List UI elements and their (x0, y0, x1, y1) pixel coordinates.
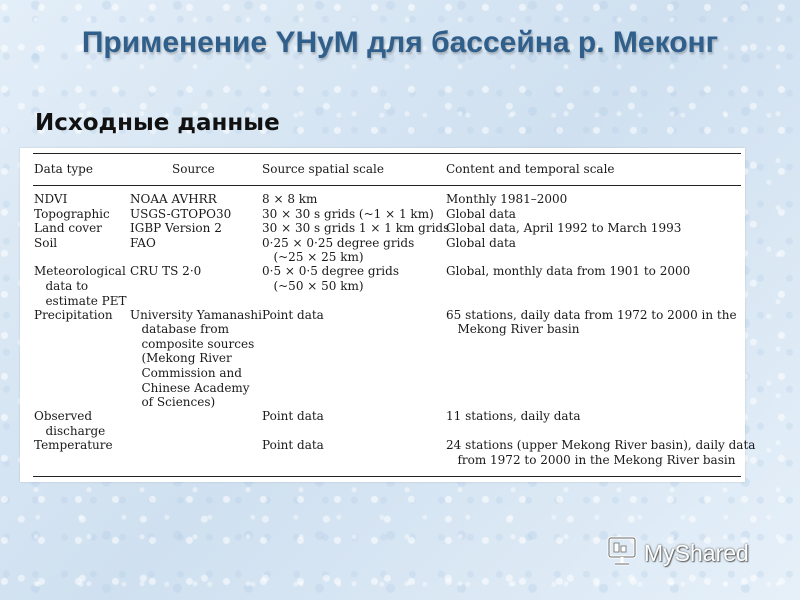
slide-title: Применение YHyM для бассейна р. Меконг (81, 26, 719, 59)
cell-data-type: Temperature (34, 438, 113, 453)
cell-data-type: Precipitation (34, 307, 113, 322)
header-data-type: Data type (34, 162, 93, 176)
cell-data-type: Soil (34, 235, 58, 250)
cell-source: IGBP Version 2 (130, 221, 222, 236)
cell-spatial-scale: Point data (262, 409, 324, 424)
cell-source: USGS-GTOPO30 (130, 206, 232, 221)
cell-source: University Yamanashi database from composite sources (Mekong River Commission and Chinese Academy of Sciences) (130, 307, 262, 410)
cell-spatial-scale: 30 × 30 s grids 1 × 1 km grids (262, 221, 450, 236)
cell-content: 24 stations (upper Mekong River basin), daily data from 1972 to 2000 in the Mekong River basin (446, 438, 756, 467)
cell-spatial-scale: 0·25 × 0·25 degree grids (~25 × 25 km) (262, 235, 415, 265)
cell-data-type: Topographic (34, 206, 110, 221)
table-bottom-rule (33, 476, 741, 477)
table-header-rule (33, 185, 741, 186)
data-sources-table (20, 148, 756, 482)
cell-content: 11 stations, daily data (446, 409, 581, 424)
watermark-text: MyShared (644, 539, 749, 566)
table-top-rule (33, 153, 741, 154)
header-source: Source (172, 162, 215, 176)
cell-spatial-scale: 0·5 × 0·5 degree grids (~50 × 50 km) (262, 264, 399, 293)
cell-source: FAO (130, 235, 156, 250)
myshared-watermark (606, 536, 749, 570)
header-content-temporal: Content and temporal scale (446, 162, 615, 176)
cell-source: NOAA AVHRR (130, 192, 217, 206)
cell-spatial-scale: Point data (262, 438, 324, 453)
cell-content: Global data (446, 206, 516, 221)
cell-content: Global, monthly data from 1901 to 2000 (446, 264, 691, 279)
cell-spatial-scale: Point data (262, 307, 324, 322)
cell-data-type: Land cover (34, 221, 102, 236)
header-spatial-scale: Source spatial scale (262, 162, 384, 176)
projector-screen-icon (606, 534, 640, 572)
cell-data-type: Meteorological data to estimate PET (34, 264, 127, 308)
cell-content: 65 stations, daily data from 1972 to 2000 in the Mekong River basin (446, 307, 737, 337)
cell-spatial-scale: 30 × 30 s grids (~1 × 1 km) (262, 206, 434, 221)
cell-content: Global data, April 1992 to March 1993 (446, 221, 682, 236)
cell-content: Monthly 1981–2000 (446, 192, 568, 206)
slide-subtitle: Исходные данные (35, 110, 280, 136)
cell-content: Global data (446, 235, 516, 250)
cell-spatial-scale: 8 × 8 km (262, 192, 318, 206)
cell-data-type: NDVI (34, 192, 68, 206)
cell-source: CRU TS 2·0 (130, 264, 202, 279)
cell-data-type: Observed discharge (34, 409, 106, 438)
